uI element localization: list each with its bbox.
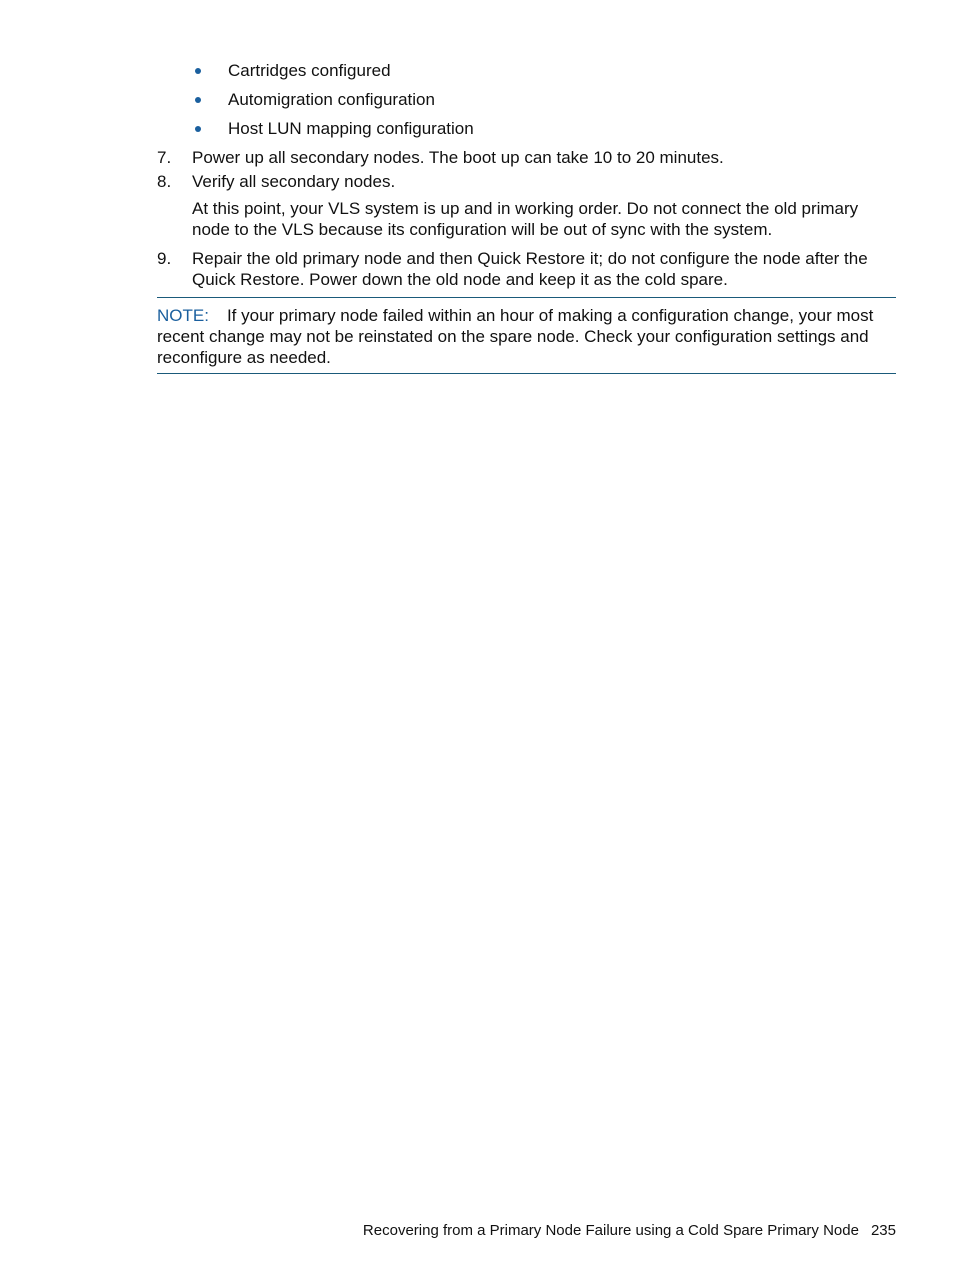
step-item (157, 248, 897, 290)
page-footer (363, 1221, 896, 1241)
list-item (192, 116, 892, 145)
step-number: 7. (157, 148, 172, 167)
bullet-icon (195, 126, 201, 132)
note-text: If your primary node failed within an hour of making a configuration change, your most recent change may not be reinstated on the spare node. Check your configuration settings and reconfigure as needed. (157, 306, 874, 367)
list-item (192, 58, 892, 87)
bullet-list (192, 58, 892, 145)
footer-section-title: Recovering from a Primary Node Failure using a Cold Spare Primary Node (362, 1222, 859, 1239)
note-label: NOTE: (157, 306, 209, 325)
step-item (157, 147, 897, 168)
step-text: Power up all secondary nodes. The boot up can take 10 to 20 minutes. (192, 148, 724, 167)
step-number: 8. (157, 172, 172, 191)
page-number: 235 (870, 1222, 896, 1239)
bullet-text: Automigration configuration (228, 90, 435, 109)
bullet-text: Cartridges configured (228, 61, 391, 80)
step-item (157, 171, 897, 192)
step-detail: At this point, your VLS system is up and in working order. Do not connect the old primary node to the VLS because its configuration will be out of sync with the system. (192, 199, 859, 239)
bullet-icon (195, 97, 201, 103)
bullet-text: Host LUN mapping configuration (228, 119, 474, 138)
step-text: Repair the old primary node and then Quick Restore it; do not configure the node after the Quick Restore. Power down the old node and keep it as the cold spare. (192, 249, 868, 289)
step-number: 9. (157, 249, 172, 268)
note-box (157, 297, 896, 374)
list-item (192, 87, 892, 116)
bullet-icon (195, 68, 201, 74)
step-text: Verify all secondary nodes. (192, 172, 396, 191)
